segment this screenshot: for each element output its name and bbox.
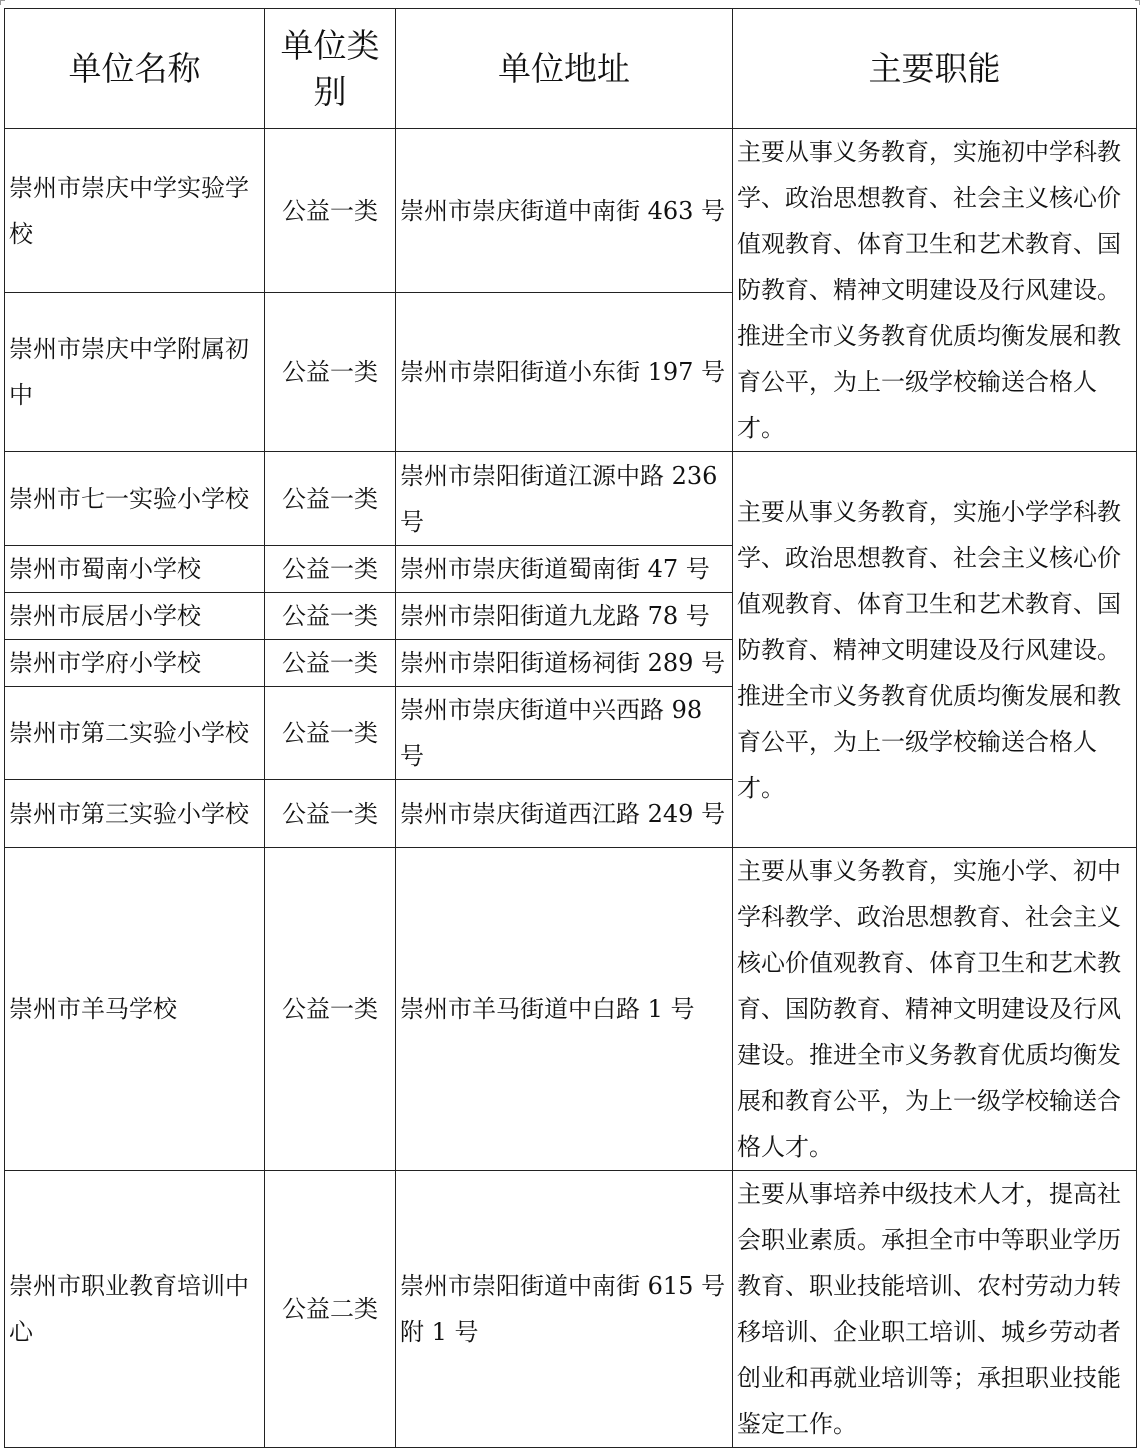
unit-category-cell: 公益一类 (265, 293, 396, 452)
unit-name-cell: 崇州市崇庆中学实验学校 (5, 129, 265, 293)
unit-address-cell: 崇州市崇阳街道九龙路 78 号 (396, 593, 733, 640)
unit-category-cell: 公益一类 (265, 452, 396, 546)
header-unit-category: 单位类别 (265, 9, 396, 129)
unit-name-cell: 崇州市崇庆中学附属初中 (5, 293, 265, 452)
table-row (5, 452, 1137, 546)
unit-category-cell: 公益一类 (265, 687, 396, 780)
function-cell: 主要从事义务教育，实施初中学科教学、政治思想教育、社会主义核心价值观教育、体育卫生和艺术教育、国防教育、精神文明建设及行风建设。推进全市义务教育优质均衡发展和教育公平，为上一级学校输送合格人才。 (733, 129, 1137, 452)
unit-address-cell: 崇州市崇庆街道西江路 249 号 (396, 780, 733, 848)
unit-category-cell: 公益一类 (265, 546, 396, 593)
unit-table (4, 8, 1137, 1448)
unit-name-cell: 崇州市羊马学校 (5, 848, 265, 1171)
unit-name-cell: 崇州市辰居小学校 (5, 593, 265, 640)
unit-name-cell: 崇州市蜀南小学校 (5, 546, 265, 593)
unit-address-cell: 崇州市崇庆街道蜀南街 47 号 (396, 546, 733, 593)
header-unit-name: 单位名称 (5, 9, 265, 129)
unit-address-cell: 崇州市羊马街道中白路 1 号 (396, 848, 733, 1171)
unit-name-cell: 崇州市职业教育培训中心 (5, 1171, 265, 1448)
unit-category-cell: 公益一类 (265, 593, 396, 640)
table-row (5, 129, 1137, 293)
unit-category-cell: 公益一类 (265, 640, 396, 687)
function-cell: 主要从事义务教育，实施小学学科教学、政治思想教育、社会主义核心价值观教育、体育卫生和艺术教育、国防教育、精神文明建设及行风建设。推进全市义务教育优质均衡发展和教育公平，为上一级学校输送合格人才。 (733, 452, 1137, 848)
function-cell: 主要从事义务教育，实施小学、初中学科教学、政治思想教育、社会主义核心价值观教育、体育卫生和艺术教育、国防教育、精神文明建设及行风建设。推进全市义务教育优质均衡发展和教育公平，为上一级学校输送合格人才。 (733, 848, 1137, 1171)
unit-name-cell: 崇州市学府小学校 (5, 640, 265, 687)
unit-name-cell: 崇州市第二实验小学校 (5, 687, 265, 780)
unit-address-cell: 崇州市崇阳街道中南街 615 号附 1 号 (396, 1171, 733, 1448)
header-main-function: 主要职能 (733, 9, 1137, 129)
unit-name-cell: 崇州市七一实验小学校 (5, 452, 265, 546)
table-row (5, 848, 1137, 1171)
header-unit-address: 单位地址 (396, 9, 733, 129)
unit-address-cell: 崇州市崇阳街道杨祠街 289 号 (396, 640, 733, 687)
unit-address-cell: 崇州市崇阳街道小东街 197 号 (396, 293, 733, 452)
unit-name-cell: 崇州市第三实验小学校 (5, 780, 265, 848)
table-row (5, 1171, 1137, 1448)
unit-category-cell: 公益一类 (265, 780, 396, 848)
unit-category-cell: 公益一类 (265, 848, 396, 1171)
unit-category-cell: 公益一类 (265, 129, 396, 293)
header-row (5, 9, 1137, 129)
unit-address-cell: 崇州市崇庆街道中兴西路 98 号 (396, 687, 733, 780)
page-corner-mark-right (1135, 0, 1140, 5)
function-cell: 主要从事培养中级技术人才，提高社会职业素质。承担全市中等职业学历教育、职业技能培训、农村劳动力转移培训、企业职工培训、城乡劳动者创业和再就业培训等；承担职业技能鉴定工作。 (733, 1171, 1137, 1448)
unit-address-cell: 崇州市崇庆街道中南街 463 号 (396, 129, 733, 293)
page-corner-mark-left (0, 0, 5, 5)
unit-address-cell: 崇州市崇阳街道江源中路 236 号 (396, 452, 733, 546)
unit-category-cell: 公益二类 (265, 1171, 396, 1448)
